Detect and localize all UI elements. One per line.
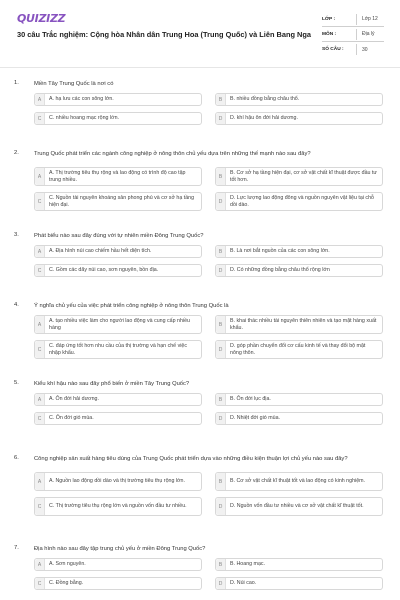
option-letter: A [35, 394, 45, 405]
question-number: 2. [14, 150, 19, 156]
answer-option-a[interactable] [34, 558, 202, 571]
option-letter: B [216, 394, 226, 405]
meta-grade-label: LỚP : [322, 16, 336, 22]
option-letter: C [35, 578, 45, 589]
question-number: 3. [14, 232, 19, 238]
answer-option-a[interactable] [34, 245, 202, 258]
page-title: 30 câu Trắc nghiệm: Cộng hòa Nhân dân Trung Hoa (Trung Quốc) và Liên Bang Nga [17, 30, 312, 39]
option-letter: B [216, 473, 226, 490]
answer-option-a[interactable] [34, 167, 202, 186]
option-letter: D [216, 413, 226, 424]
divider [356, 29, 357, 40]
question-number: 4. [14, 302, 19, 308]
answer-option-c[interactable] [34, 264, 202, 277]
answer-option-b[interactable] [215, 558, 383, 571]
answer-option-b[interactable] [215, 167, 383, 186]
answer-option-a[interactable] [34, 93, 202, 106]
answer-option-c[interactable] [34, 412, 202, 425]
meta-box [322, 12, 384, 57]
question-number: 6. [14, 455, 19, 461]
question-text: Phát biểu nào sau đây đúng với tự nhiên miền Đông Trung Quốc? [34, 233, 204, 239]
question-number: 1. [14, 80, 19, 86]
question-text: Công nghiệp sản xuất hàng tiêu dùng của Trung Quốc phát triển dựa vào những điều kiện thuận lợi chủ yếu nào sau đây? [34, 456, 348, 462]
answer-option-a[interactable] [34, 472, 202, 491]
answer-option-a[interactable] [34, 393, 202, 406]
option-letter: B [216, 168, 226, 185]
option-letter: B [216, 94, 226, 105]
meta-subject-value: Địa lý [362, 31, 375, 37]
quizizz-logo: QUIZIZZ [17, 12, 66, 25]
option-letter: A [35, 316, 45, 333]
meta-subject-label: MÔN : [322, 31, 337, 37]
option-text: A. Thị trường tiêu thụ rộng và lao động có trình độ cao tập trung nhiều. [49, 170, 186, 183]
answer-option-b[interactable] [215, 393, 383, 406]
question-text: Miền Tây Trung Quốc là nơi có [34, 81, 114, 87]
option-letter: D [216, 113, 226, 124]
option-text: A. Sơn nguyên. [49, 561, 86, 568]
meta-count-value: 30 [362, 46, 368, 53]
answer-option-d[interactable] [215, 192, 383, 211]
option-text: A. Địa hình núi cao chiếm hầu hết diện tích. [49, 248, 152, 255]
option-letter: D [216, 193, 226, 210]
option-text: C. Đồng bằng. [49, 580, 84, 587]
option-letter: C [35, 341, 45, 358]
option-text: D. khí hậu ôn đới hải dương. [230, 115, 298, 122]
question-number: 7. [14, 545, 19, 551]
option-text: C. Thị trường tiêu thụ rộng lớn và nguồn vốn đầu tư nhiều. [49, 503, 187, 510]
option-letter: A [35, 559, 45, 570]
header-divider [0, 67, 400, 68]
question-number: 5. [14, 380, 19, 386]
option-text: B. nhiều đồng bằng châu thổ. [230, 96, 300, 103]
option-letter: C [35, 113, 45, 124]
worksheet-header [0, 0, 400, 62]
option-text: C. đáp ứng tốt hơn nhu cầu của thị trường và hạn chế việc nhập khẩu. [49, 343, 188, 356]
option-text: B. khai thác nhiều tài nguyên thiên nhiên và tạo mặt hàng xuất khẩu. [230, 318, 377, 331]
answer-option-c[interactable] [34, 497, 202, 516]
option-text: B. Ôn đới lục địa. [230, 396, 271, 403]
option-text: D. Có những đồng bằng châu thổ rộng lớn [230, 267, 330, 274]
option-text: C. nhiều hoang mạc rộng lớn. [49, 115, 120, 122]
question-text: Địa hình nào sau đây tập trung chủ yếu ở miền Đông Trung Quốc? [34, 546, 206, 552]
option-letter: A [35, 473, 45, 490]
answer-option-d[interactable] [215, 264, 383, 277]
answer-option-d[interactable] [215, 112, 383, 125]
option-text: B. Là nơi bắt nguồn của các con sông lớn. [230, 248, 330, 255]
option-letter: B [216, 246, 226, 257]
option-letter: B [216, 559, 226, 570]
answer-option-a[interactable] [34, 315, 202, 334]
option-letter: A [35, 246, 45, 257]
answer-option-c[interactable] [34, 112, 202, 125]
option-letter: C [35, 193, 45, 210]
answer-option-c[interactable] [34, 192, 202, 211]
option-text: C. Nguồn tài nguyên khoáng sản phong phú và cơ sở hạ tầng hiện đại. [49, 195, 195, 208]
divider [356, 44, 357, 55]
option-letter: D [216, 341, 226, 358]
option-text: A. tạo nhiều việc làm cho người lao động và cung cấp nhiều hàng [49, 318, 191, 331]
option-letter: A [35, 168, 45, 185]
answer-option-c[interactable] [34, 340, 202, 359]
answer-option-d[interactable] [215, 412, 383, 425]
answer-option-c[interactable] [34, 577, 202, 590]
meta-grade [322, 12, 384, 27]
option-text: D. Nhiệt đới gió mùa. [230, 415, 280, 422]
option-letter: C [35, 498, 45, 515]
question-text: Trung Quốc phát triển các ngành công nghiệp ở nông thôn chủ yếu dựa trên những thế mạnh nào sau đây? [34, 151, 311, 157]
option-text: A. hạ lưu các con sông lớn. [49, 96, 114, 103]
answer-option-d[interactable] [215, 340, 383, 359]
answer-option-b[interactable] [215, 472, 383, 491]
option-text: C. Ôn đới gió mùa. [49, 415, 94, 422]
option-letter: C [35, 413, 45, 424]
option-letter: D [216, 265, 226, 276]
answer-option-d[interactable] [215, 577, 383, 590]
answer-option-b[interactable] [215, 93, 383, 106]
option-text: A. Nguồn lao động dồi dào và thị trường tiêu thụ rộng lớn. [49, 478, 185, 485]
option-text: A. Ôn đới hải dương. [49, 396, 99, 403]
option-text: D. góp phần chuyển đổi cơ cấu kinh tế và thay đổi bộ mặt nông thôn. [230, 343, 366, 356]
question-text: Ý nghĩa chủ yếu của việc phát triển công nghiệp ở nông thôn Trung Quốc là [34, 303, 229, 309]
option-text: B. Hoang mạc. [230, 561, 266, 568]
option-letter: B [216, 316, 226, 333]
option-text: B. Cơ sở vật chất kĩ thuật tốt và lao động có kinh nghiệm. [230, 478, 366, 485]
divider [356, 14, 357, 25]
option-text: B. Cơ sở hạ tầng hiện đại, cơ sở vật chất kĩ thuật được đầu tư tốt hơn. [230, 170, 377, 183]
option-letter: C [35, 265, 45, 276]
option-text: D. Nguồn vốn đầu tư nhiều và cơ sở vật chất kĩ thuật tốt. [230, 503, 364, 510]
answer-option-b[interactable] [215, 315, 383, 334]
option-letter: D [216, 578, 226, 589]
option-letter: A [35, 94, 45, 105]
answer-option-d[interactable] [215, 497, 383, 516]
answer-option-b[interactable] [215, 245, 383, 258]
option-text: C. Gồm các dãy núi cao, sơn nguyên, bồn địa. [49, 267, 159, 274]
meta-grade-value: Lớp 12 [362, 16, 378, 22]
meta-subject [322, 27, 384, 42]
option-letter: D [216, 498, 226, 515]
option-text: D. Lực lượng lao động đông và nguồn nguyên vật liệu tại chỗ dồi dào. [230, 195, 374, 208]
question-text: Kiểu khí hậu nào sau đây phổ biến ở miền Tây Trung Quốc? [34, 381, 190, 387]
meta-count [322, 42, 384, 57]
option-text: D. Núi cao. [230, 580, 257, 587]
meta-count-label: SỐ CÂU : [322, 47, 344, 52]
